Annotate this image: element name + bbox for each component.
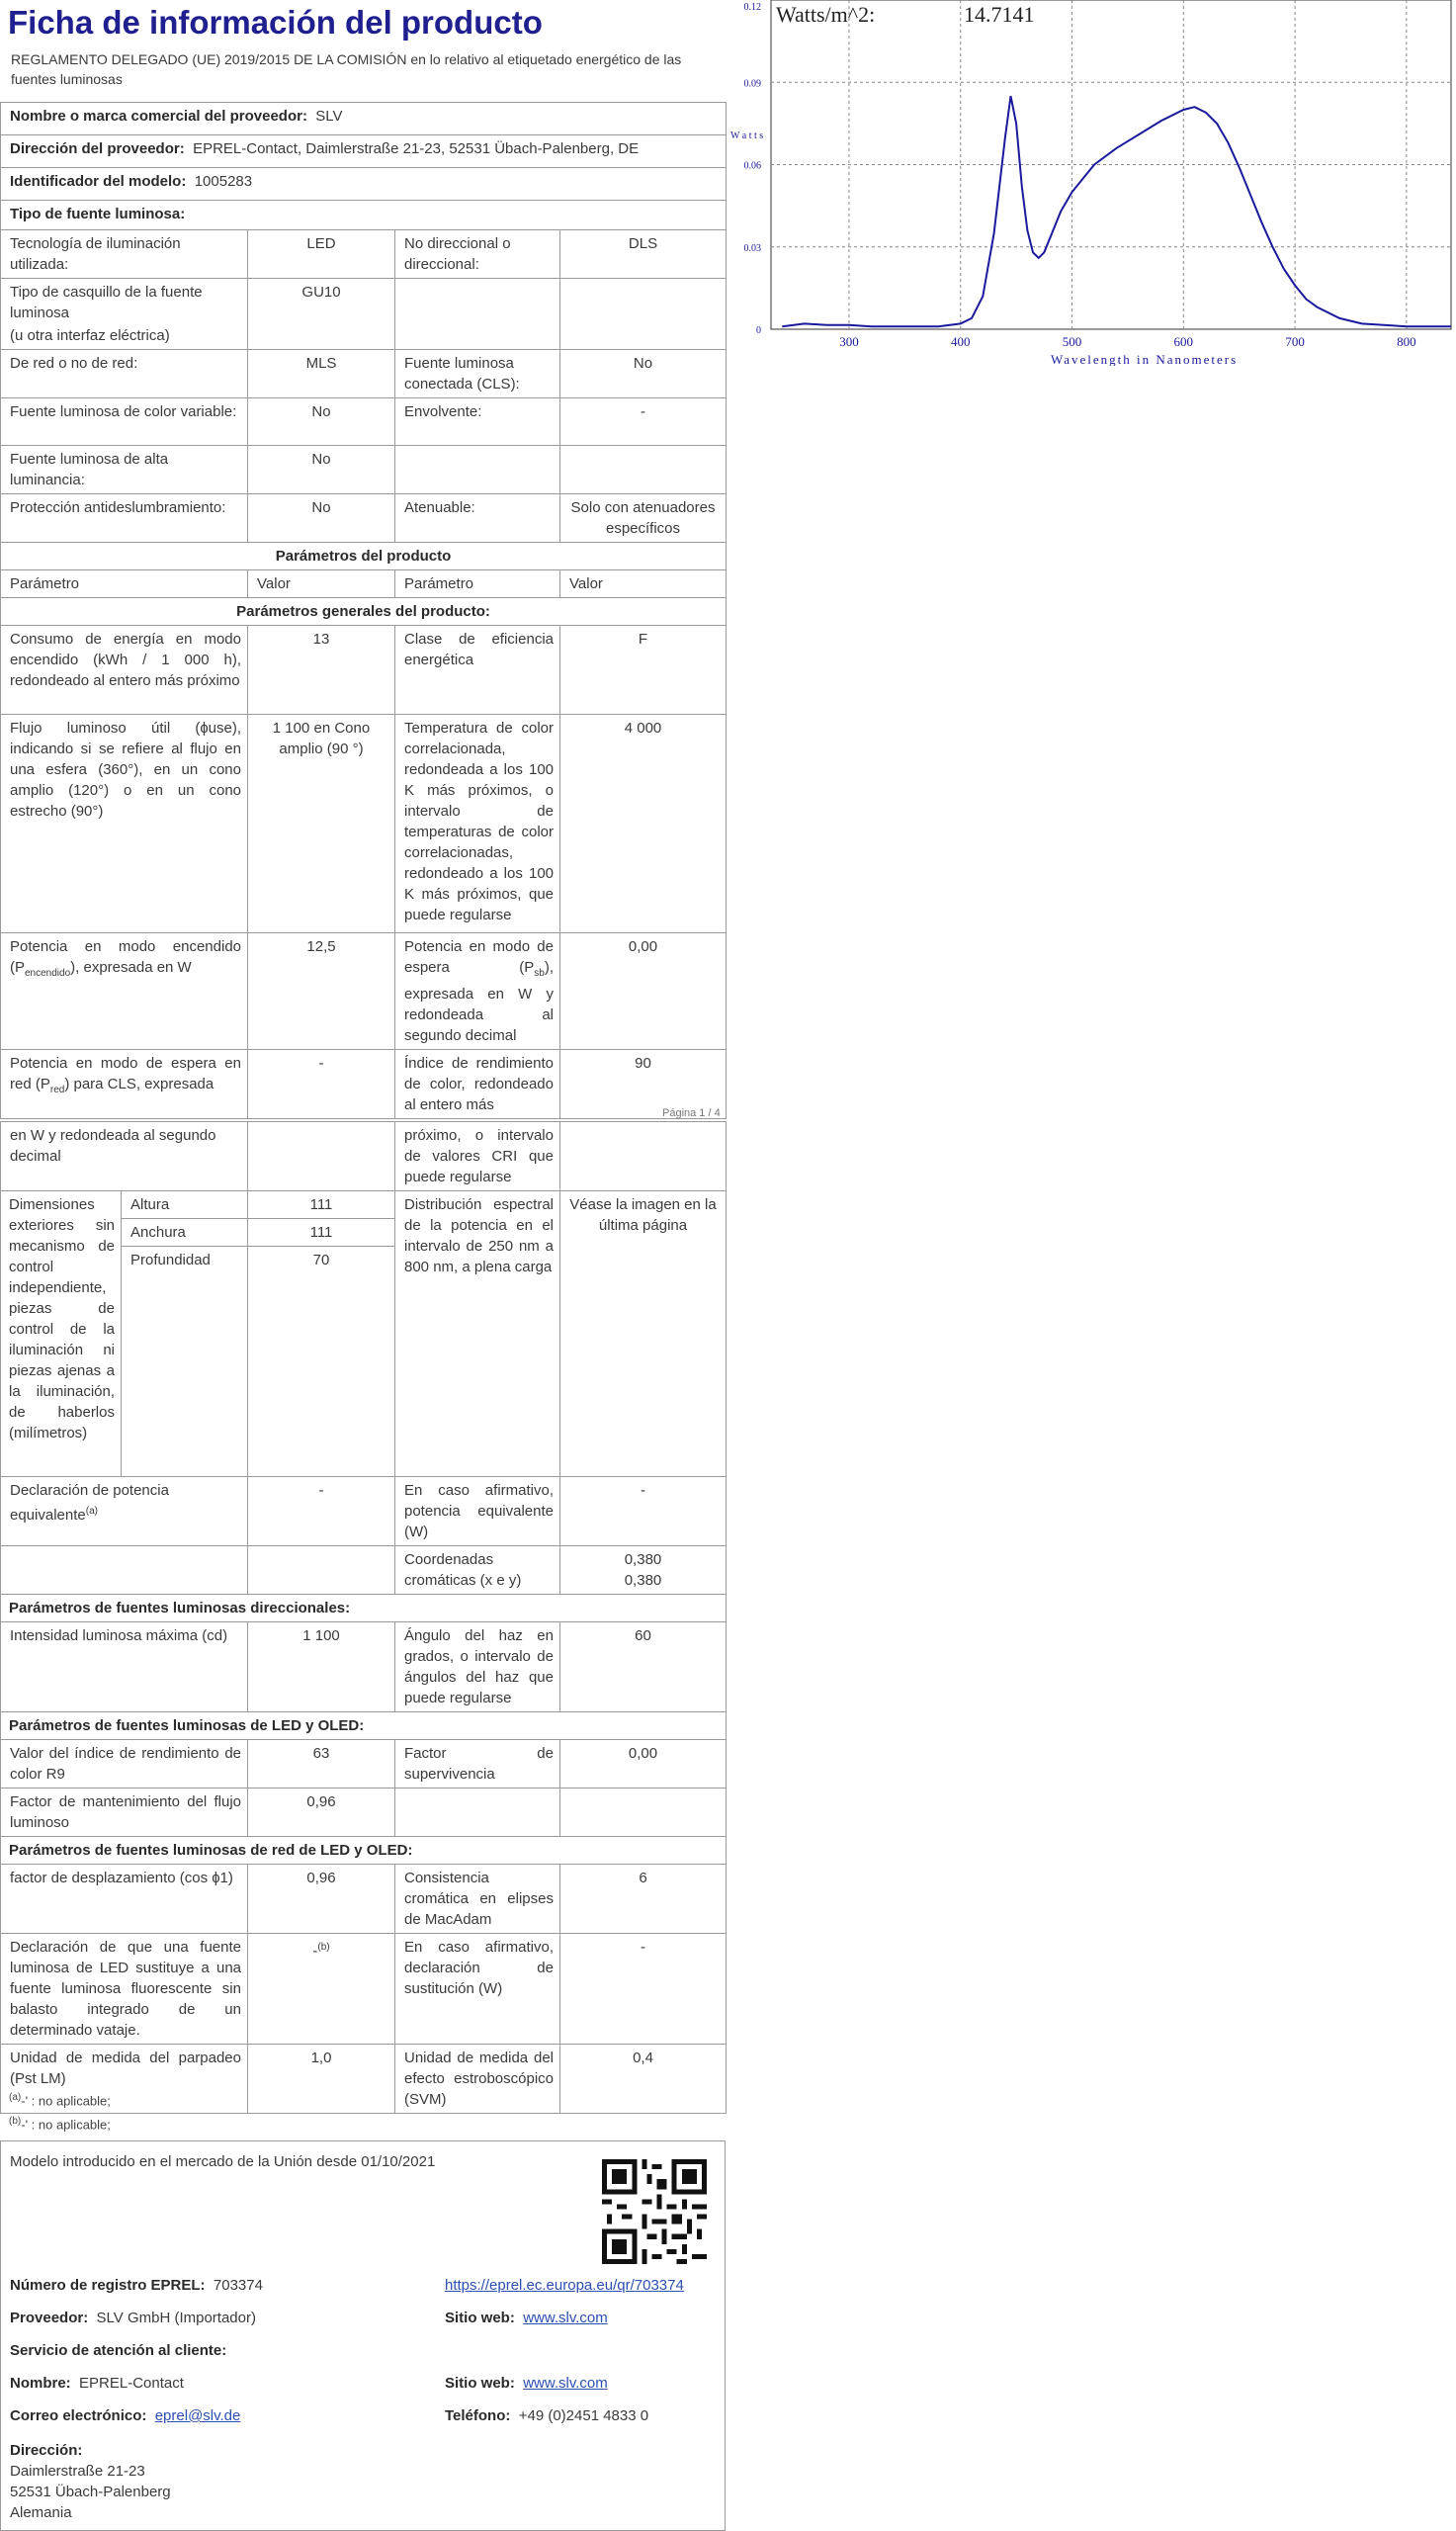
cell-label: De red o no de red: (1, 350, 248, 398)
website2-link[interactable]: www.slv.com (523, 2375, 608, 2392)
address-block-label: Dirección: (10, 2442, 83, 2459)
email-line (10, 2407, 240, 2424)
cell-label: En caso afirmativo, potencia equivalente (W) (395, 1477, 560, 1546)
col-header: Parámetro (1, 570, 248, 598)
contact-name-label: Nombre: (10, 2375, 71, 2392)
col-header: Valor (248, 570, 395, 598)
eprel-link[interactable] (445, 2277, 684, 2294)
cell-value: 90 (560, 1050, 727, 1119)
cell-label (1, 1546, 248, 1595)
cell-label: Protección antideslumbramiento: (1, 494, 248, 543)
eprel-label: Número de registro EPREL: (10, 2277, 206, 2294)
source-type-header: Tipo de fuente luminosa: (1, 201, 727, 230)
y-tick-label: 0.06 (743, 160, 761, 172)
cell-value: 1 100 (248, 1622, 395, 1712)
general-header: Parámetros generales del producto: (1, 598, 727, 626)
cell-label (1, 1050, 248, 1119)
cell-value (248, 1122, 395, 1191)
cell-value: 12,5 (248, 933, 395, 1050)
model-label: Identificador del modelo: (10, 173, 187, 190)
chart-y-axis-label: W a t t s (730, 131, 764, 141)
contact-name-value: EPREL-Contact (79, 2375, 184, 2392)
page-title: Ficha de información del producto (8, 4, 543, 41)
cell-label: factor de desplazamiento (cos ɸ1) (1, 1865, 248, 1934)
cell-label: Flujo luminoso útil (ɸuse), indicando si se refiere al flujo en una esfera (360°), en un cono amplio (120°) o en un cono estrecho (90°) (1, 715, 248, 933)
cell-label: Ángulo del haz en grados, o intervalo de ángulos del haz que puede regularse (395, 1622, 560, 1712)
cell-value: No (248, 494, 395, 543)
dim-label: Altura (122, 1191, 248, 1219)
cell-label (395, 446, 560, 494)
cell-value: 1,0 (248, 2045, 395, 2114)
provider-line (10, 2310, 256, 2326)
cell-text: ) para CLS, expresada (64, 1076, 214, 1092)
cell-label: Coordenadas cromáticas (x e y) (395, 1546, 560, 1595)
cell-value: 0,00 (560, 1740, 727, 1789)
cell-value: MLS (248, 350, 395, 398)
led-header: Parámetros de fuentes luminosas de LED y OLED: (1, 1712, 727, 1740)
website-label: Sitio web: (445, 2310, 515, 2326)
x-tick-label: 600 (1173, 334, 1194, 349)
directional-header: Parámetros de fuentes luminosas direccionales: (1, 1595, 727, 1622)
cell-value: 1 100 en Cono amplio (90 °) (248, 715, 395, 933)
address-value: EPREL-Contact, Daimlerstraße 21-23, 52531 Übach-Palenberg, DE (193, 140, 640, 157)
cell-value: LED (248, 230, 395, 279)
dim-value: 111 (248, 1191, 395, 1219)
cell-value: 4 000 (560, 715, 727, 933)
address-block (10, 2440, 171, 2523)
cell-value (560, 1789, 727, 1837)
cell-label: Envolvente: (395, 398, 560, 446)
cell-value: GU10 (248, 279, 395, 350)
dim-label: Profundidad (122, 1247, 248, 1477)
cell-value: 0,4 (560, 2045, 727, 2114)
x-tick-label: 400 (950, 334, 971, 349)
model-value: 1005283 (194, 173, 253, 190)
y-tick-label: 0 (756, 325, 761, 336)
cell-value: - (560, 1477, 727, 1546)
led-net-header: Parámetros de fuentes luminosas de red de LED y OLED: (1, 1837, 727, 1865)
cell-label (395, 1789, 560, 1837)
cell-value (560, 279, 727, 350)
cell-value: 0,96 (248, 1789, 395, 1837)
cell-label (1, 933, 248, 1050)
cell-label: Distribución espectral de la potencia en el intervalo de 250 nm a 800 nm, a plena carga (395, 1191, 560, 1477)
cell-label (1, 1477, 248, 1546)
contact-name-line (10, 2375, 184, 2392)
address-street: Daimlerstraße 21-23 (10, 2463, 145, 2480)
cell-label: Fuente luminosa de alta luminancia: (1, 446, 248, 494)
chart-title: Watts/m^2: (776, 2, 876, 27)
chart-title-value: 14.7141 (964, 2, 1035, 27)
y-tick-label: 0.03 (743, 242, 761, 254)
cell-value: 6 (560, 1865, 727, 1934)
cell-value: - (248, 1477, 395, 1546)
provider-label: Proveedor: (10, 2310, 89, 2326)
cell-sup: (b) (317, 1942, 330, 1953)
y-tick-label: 0.09 (743, 78, 761, 90)
cell-value: 60 (560, 1622, 727, 1712)
cell-label: Atenuable: (395, 494, 560, 543)
cell-text: (u otra interfaz eléctrica) (10, 327, 170, 344)
cell-value (560, 1122, 727, 1191)
website2-line (445, 2375, 608, 2392)
website-link[interactable]: www.slv.com (523, 2310, 608, 2326)
cell-value: Solo con atenuadores específicos (560, 494, 727, 543)
address-country: Alemania (10, 2504, 72, 2521)
col-header: Valor (560, 570, 727, 598)
supplier-label: Nombre o marca comercial del proveedor: (10, 108, 307, 125)
email-link[interactable]: eprel@slv.de (154, 2407, 241, 2424)
cell-text: ), expresada en W (70, 959, 192, 976)
cell-label: Clase de eficiencia energética (395, 626, 560, 715)
footnote-b (9, 2116, 111, 2132)
cell-value: - (560, 398, 727, 446)
footnote-a (9, 2092, 111, 2108)
cell-value: 13 (248, 626, 395, 715)
phone-value: +49 (0)2451 4833 0 (518, 2407, 649, 2424)
cell-value: No (248, 446, 395, 494)
cell-label: En caso afirmativo, declaración de sustitución (W) (395, 1934, 560, 2045)
cell-label: Valor del índice de rendimiento de color R9 (1, 1740, 248, 1789)
cell-label: Fuente luminosa de color variable: (1, 398, 248, 446)
supplier-value: SLV (315, 108, 343, 125)
cell-value: DLS (560, 230, 727, 279)
cell-label: Consistencia cromática en elipses de MacAdam (395, 1865, 560, 1934)
cell-value (560, 446, 727, 494)
cell-label: Declaración de que una fuente luminosa de LED sustituye a una fuente luminosa fluorescente sin balasto integrado de un determinado vataje. (1, 1934, 248, 2045)
cell-value (248, 1546, 395, 1595)
x-tick-label: 500 (1062, 334, 1082, 349)
cell-value: 0,96 (248, 1865, 395, 1934)
footnote-text: -' : no aplicable; (21, 2117, 111, 2133)
x-tick-label: 800 (1397, 334, 1416, 349)
cell-text: ), expresada en W y redondeada al segundo decimal (404, 959, 554, 1044)
cell-label (1, 279, 248, 350)
cell-text: Tipo de casquillo de la fuente luminosa (10, 284, 203, 321)
footnote-text: -' : no aplicable; (21, 2093, 111, 2109)
page-number: Página 1 / 4 (662, 1107, 721, 1119)
supplier-row (1, 103, 727, 135)
col-header: Parámetro (395, 570, 560, 598)
cell-label: Fuente luminosa conectada (CLS): (395, 350, 560, 398)
cell-sub: encendido (25, 968, 71, 979)
cell-value: 63 (248, 1740, 395, 1789)
cell-text: Potencia en modo de espera en red (P (10, 1055, 241, 1092)
cell-value: Véase la imagen en la última página (560, 1191, 727, 1477)
cell-label: Unidad de medida del efecto estroboscópico (SVM) (395, 2045, 560, 2114)
spectral-distribution-chart (727, 0, 1456, 366)
cell-sup: (a) (85, 1506, 98, 1517)
cell-value: No (560, 350, 727, 398)
market-date: Modelo introducido en el mercado de la Unión desde 01/10/2021 (10, 2153, 436, 2170)
chart-x-axis-label: Wavelength in Nanometers (1051, 352, 1239, 366)
cell-label: Factor de mantenimiento del flujo luminoso (1, 1789, 248, 1837)
eprel-url[interactable]: https://eprel.ec.europa.eu/qr/703374 (445, 2277, 684, 2294)
chart-series-line (782, 96, 1451, 326)
cell-label: en W y redondeada al segundo decimal (1, 1122, 248, 1191)
provider-value: SLV GmbH (Importador) (96, 2310, 256, 2326)
y-tick-label: 0.12 (743, 2, 761, 13)
dim-label: Anchura (122, 1219, 248, 1247)
cell-label: No direccional o direccional: (395, 230, 560, 279)
website-line (445, 2310, 608, 2326)
cell-value: No (248, 398, 395, 446)
address-row (1, 135, 727, 168)
cell-value: - (560, 1934, 727, 2045)
cell-text: Declaración de potencia equivalente (10, 1482, 169, 1524)
cell-label (395, 933, 560, 1050)
cell-text: - (312, 1943, 318, 1960)
cell-value: F (560, 626, 727, 715)
cell-text: Potencia en modo de espera (P (404, 938, 554, 976)
service-label: Servicio de atención al cliente: (10, 2342, 227, 2359)
cell-label: Intensidad luminosa máxima (cd) (1, 1622, 248, 1712)
model-row (1, 168, 727, 201)
supplier-table (0, 102, 727, 1119)
x-tick-label: 300 (839, 334, 859, 349)
chart-ticks (744, 2, 1416, 349)
cell-sub: sb (534, 968, 545, 979)
cell-label: Factor de supervivencia (395, 1740, 560, 1789)
cell-value: - (248, 1050, 395, 1119)
chroma-y: 0,380 (624, 1572, 662, 1589)
cell-value (560, 1546, 727, 1595)
cell-value (248, 1934, 395, 2045)
regulation-text: REGLAMENTO DELEGADO (UE) 2019/2015 DE LA COMISIÓN en lo relativo al etiquetado energético de las fuentes luminosas (11, 51, 682, 87)
params-table-cont (0, 1121, 727, 2114)
address-label: Dirección del proveedor: (10, 140, 185, 157)
cell-label: Consumo de energía en modo encendido (kWh / 1 000 h), redondeado al entero más próximo (1, 626, 248, 715)
footnote-mark: (b) (9, 2116, 22, 2127)
cell-label: Unidad de medida del parpadeo (Pst LM) (1, 2045, 248, 2114)
cell-label: Índice de rendimiento de color, redondeado al entero más (395, 1050, 560, 1119)
x-tick-label: 700 (1285, 334, 1305, 349)
cell-label: Dimensiones exteriores sin mecanismo de control independiente, piezas de control de la iluminación ni piezas ajenas a la iluminación, de haberlos (milímetros) (1, 1191, 122, 1477)
chroma-x: 0,380 (624, 1551, 662, 1568)
cell-value: 0,00 (560, 933, 727, 1050)
chart-grid (771, 0, 1451, 329)
email-label: Correo electrónico: (10, 2407, 147, 2424)
cell-sub: red (49, 1085, 65, 1095)
cell-label: próximo, o intervalo de valores CRI que puede regularse (395, 1122, 560, 1191)
website2-label: Sitio web: (445, 2375, 515, 2392)
eprel-value: 703374 (213, 2277, 263, 2294)
address-city: 52531 Übach-Palenberg (10, 2484, 171, 2500)
cell-text: Potencia en modo encendido (P (10, 938, 241, 976)
dim-value: 70 (248, 1247, 395, 1477)
phone-line (445, 2407, 648, 2424)
footer-box (0, 2140, 726, 2531)
service-header (10, 2342, 226, 2359)
qr-code-icon[interactable] (602, 2159, 707, 2264)
dim-value: 111 (248, 1219, 395, 1247)
params-header: Parámetros del producto (1, 543, 727, 570)
cell-label: Tecnología de iluminación utilizada: (1, 230, 248, 279)
cell-label (395, 279, 560, 350)
phone-label: Teléfono: (445, 2407, 511, 2424)
footnote-mark: (a) (9, 2092, 22, 2103)
cell-label: Temperatura de color correlacionada, redondeada a los 100 K más próximos, o intervalo de temperaturas de color correlacionadas, redondeado a los 100 K más próximos, que puede regularse (395, 715, 560, 933)
eprel-line (10, 2277, 263, 2294)
